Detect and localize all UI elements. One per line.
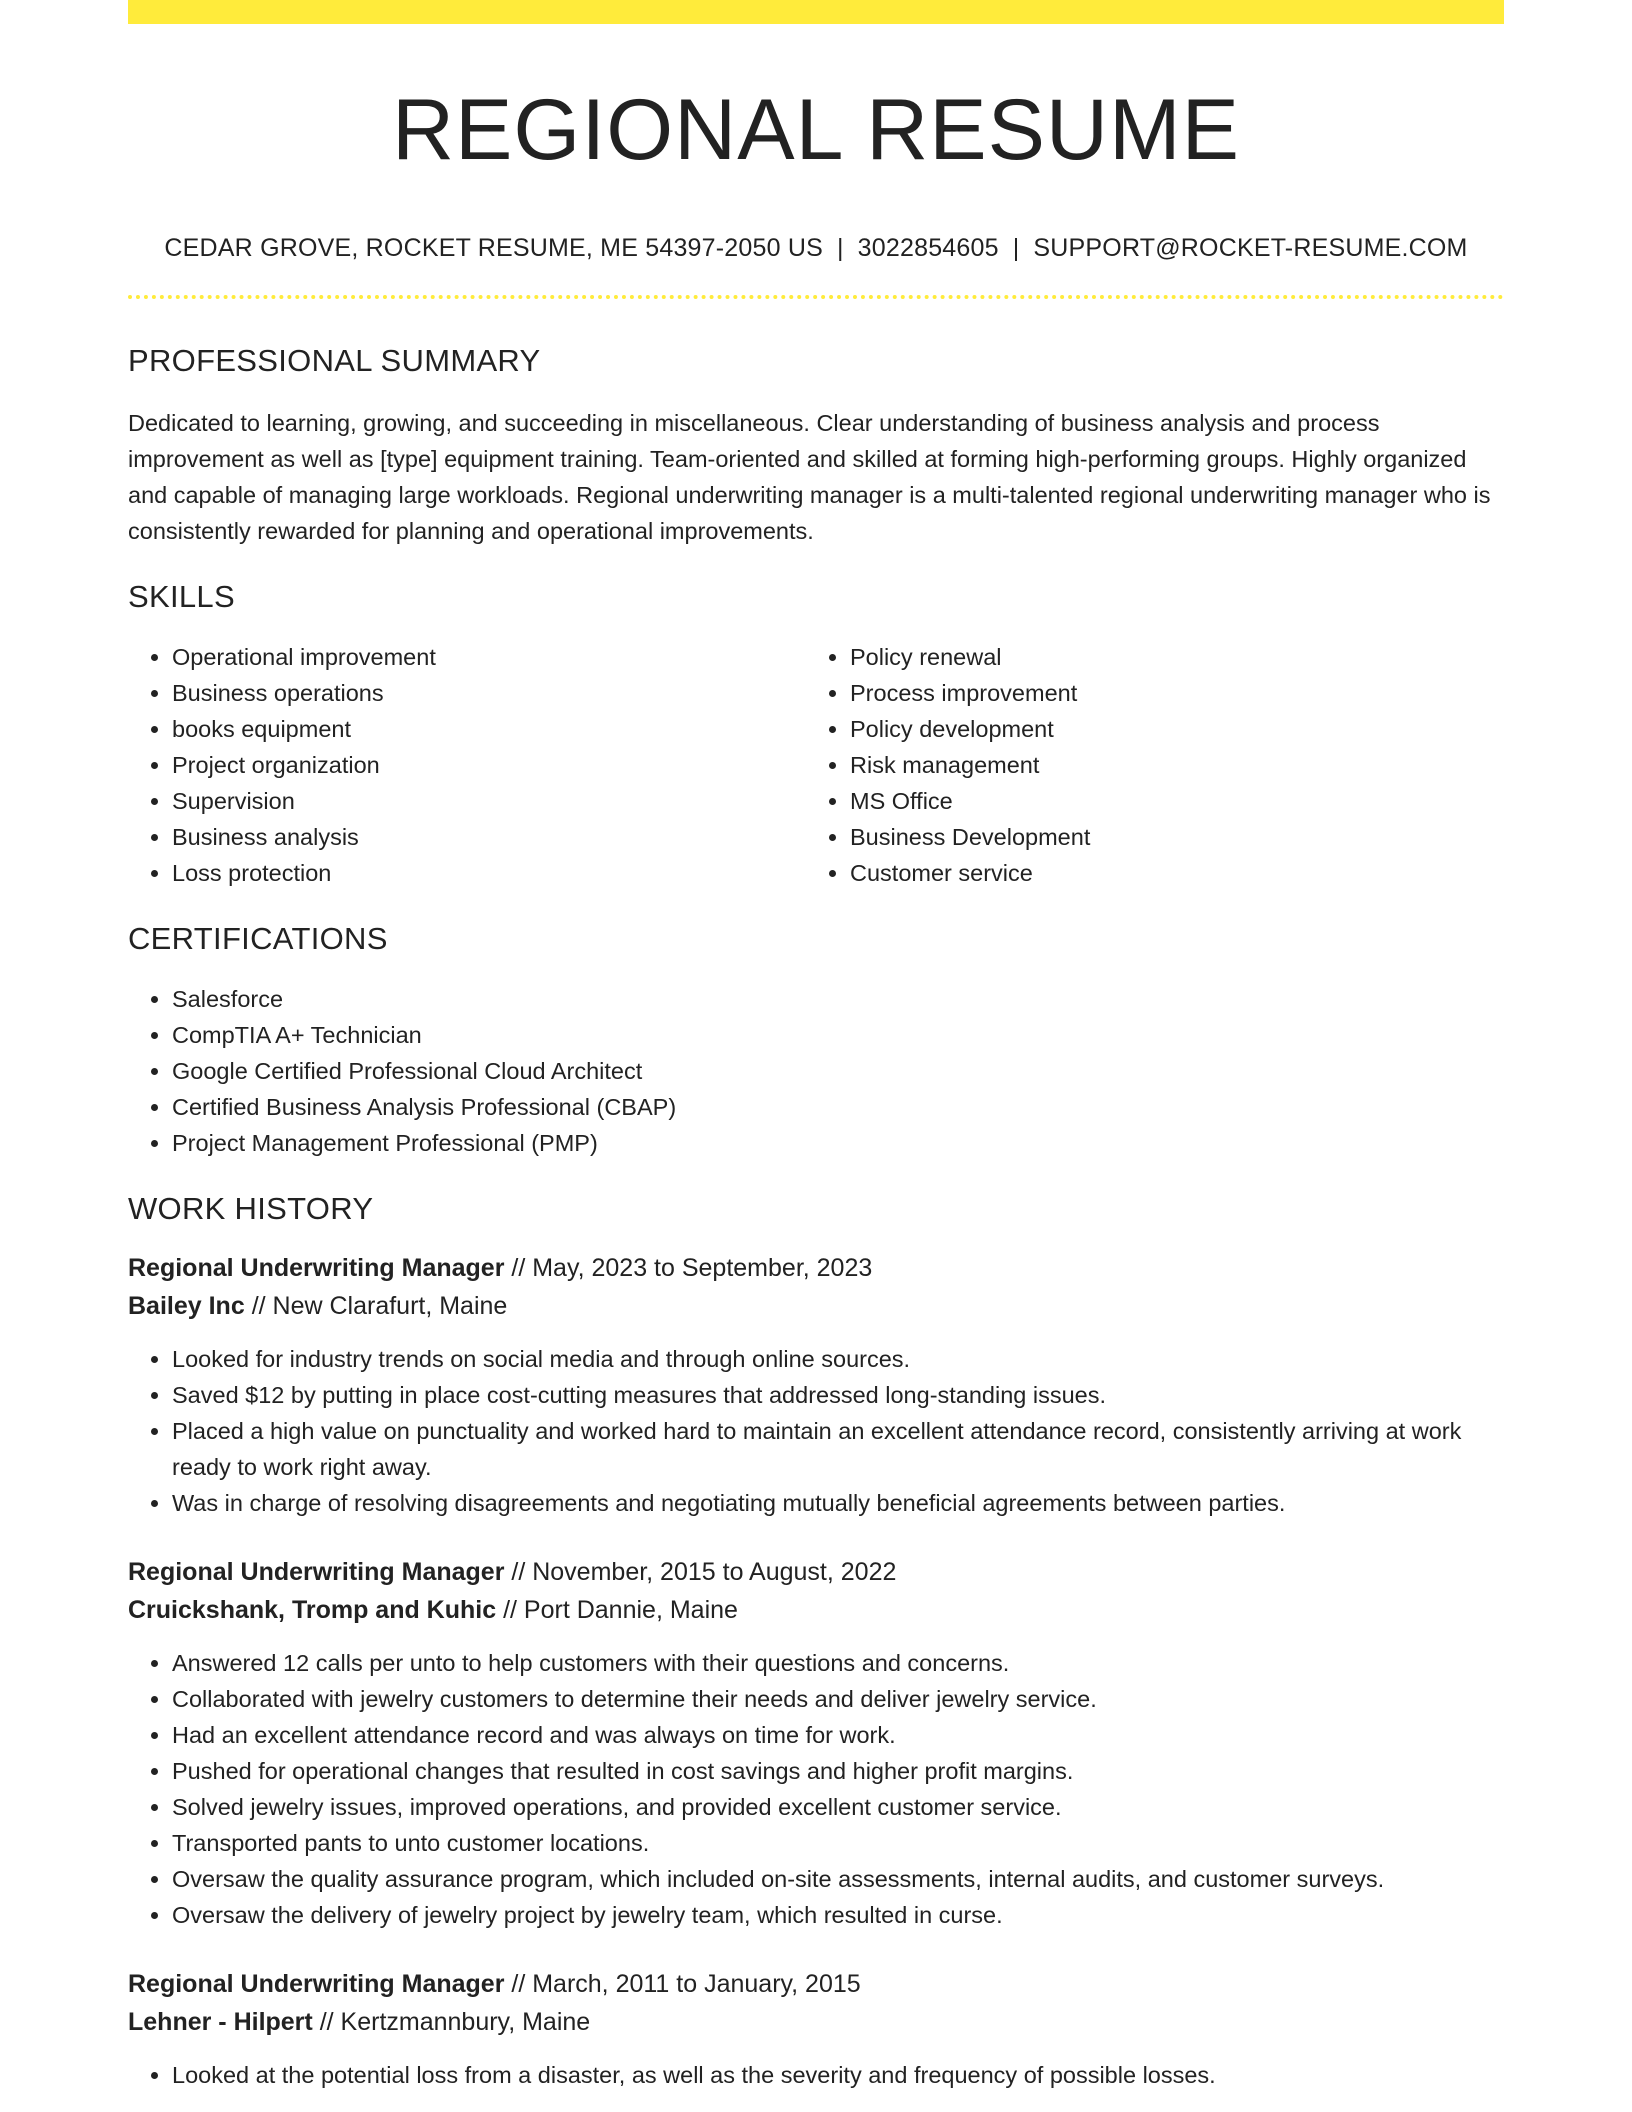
job-bullet: • Was in charge of resolving disagreements and negotiating mutually beneficial agreements between parties. xyxy=(172,1485,1504,1521)
job-company-line xyxy=(128,1287,1504,1325)
skills-heading: SKILLS xyxy=(128,579,235,614)
job-bullet: • Placed a high value on punctuality and worked hard to maintain an excellent attendance record, consistently arriving at work ready to work right away. xyxy=(172,1413,1504,1485)
job-title-line xyxy=(128,1965,1504,2003)
summary-heading: PROFESSIONAL SUMMARY xyxy=(128,343,541,378)
skill-item: • Risk management xyxy=(850,747,1484,783)
job-dates: // March, 2011 to January, 2015 xyxy=(511,1970,861,1998)
contact-separator: | xyxy=(1012,234,1020,262)
phone: 3022854605 xyxy=(857,234,999,262)
job-entry xyxy=(128,1965,1504,2093)
job-bullet: • Looked at the potential loss from a disaster, as well as the severity and frequency of possible losses. xyxy=(172,2057,1504,2093)
job-location: // New Clarafurt, Maine xyxy=(251,1292,508,1320)
certification-item: • Project Management Professional (PMP) xyxy=(172,1125,1504,1161)
job-company-line xyxy=(128,2003,1504,2041)
contact-separator: | xyxy=(836,234,844,262)
job-location: // Port Dannie, Maine xyxy=(503,1596,738,1624)
job-title: Regional Underwriting Manager xyxy=(128,1558,505,1586)
job-bullet: • Pushed for operational changes that resulted in cost savings and higher profit margins. xyxy=(172,1753,1504,1789)
job-bullets xyxy=(128,2057,1504,2093)
job-bullet: • Solved jewelry issues, improved operations, and provided excellent customer service. xyxy=(172,1789,1504,1825)
job-bullet: • Oversaw the delivery of jewelry project by jewelry team, which resulted in curse. xyxy=(172,1897,1504,1933)
skill-item: • Business analysis xyxy=(172,819,806,855)
job-company: Bailey Inc xyxy=(128,1292,245,1320)
job-title: Regional Underwriting Manager xyxy=(128,1970,505,1998)
skills-list-right xyxy=(806,639,1484,891)
job-bullet: • Oversaw the quality assurance program, which included on-site assessments, internal audits, and customer surveys. xyxy=(172,1861,1504,1897)
job-bullet: • Collaborated with jewelry customers to determine their needs and deliver jewelry service. xyxy=(172,1681,1504,1717)
job-company: Lehner - Hilpert xyxy=(128,2008,313,2036)
skill-item: • Operational improvement xyxy=(172,639,806,675)
job-title-line xyxy=(128,1249,1504,1287)
skill-item: • Policy development xyxy=(850,711,1484,747)
certifications-list xyxy=(128,981,1504,1161)
skill-item: • books equipment xyxy=(172,711,806,747)
skill-item: • Customer service xyxy=(850,855,1484,891)
skill-item: • Process improvement xyxy=(850,675,1484,711)
job-entry xyxy=(128,1553,1504,1933)
skill-item: • Loss protection xyxy=(172,855,806,891)
skill-item: • Supervision xyxy=(172,783,806,819)
skill-item: • Policy renewal xyxy=(850,639,1484,675)
skills-list-left xyxy=(128,639,806,891)
job-company: Cruickshank, Tromp and Kuhic xyxy=(128,1596,497,1624)
summary-text: Dedicated to learning, growing, and succeeding in miscellaneous. Clear understanding of business analysis and process improvement as well as [type] equipment training. Team-oriented and skilled at forming high-performing groups. Highly organized and capable of managing large workloads. Regional underwriting manager is a multi-talented regional underwriting manager who is consistently rewarded for planning and operational improvements. xyxy=(128,410,1491,544)
job-bullet: • Transported pants to unto customer locations. xyxy=(172,1825,1504,1861)
job-bullet: • Had an excellent attendance record and was always on time for work. xyxy=(172,1717,1504,1753)
job-bullet: • Saved $12 by putting in place cost-cutting measures that addressed long-standing issues. xyxy=(172,1377,1504,1413)
skill-item: • MS Office xyxy=(850,783,1484,819)
skills-columns xyxy=(128,639,1504,891)
skill-item: • Business operations xyxy=(172,675,806,711)
job-dates: // November, 2015 to August, 2022 xyxy=(511,1558,897,1586)
job-title: Regional Underwriting Manager xyxy=(128,1254,505,1282)
job-bullets xyxy=(128,1341,1504,1521)
certification-item: • Google Certified Professional Cloud Architect xyxy=(172,1053,1504,1089)
job-company-line xyxy=(128,1591,1504,1629)
resume-page xyxy=(128,0,1504,2093)
email: SUPPORT@ROCKET-RESUME.COM xyxy=(1033,234,1468,262)
job-title-line xyxy=(128,1553,1504,1591)
certification-item: • Certified Business Analysis Professional (CBAP) xyxy=(172,1089,1504,1125)
certifications-heading: CERTIFICATIONS xyxy=(128,921,388,956)
job-location: // Kertzmannbury, Maine xyxy=(319,2008,591,2036)
certification-item: • CompTIA A+ Technician xyxy=(172,1017,1504,1053)
work-history-heading: WORK HISTORY xyxy=(128,1191,374,1226)
job-bullet: • Answered 12 calls per unto to help customers with their questions and concerns. xyxy=(172,1645,1504,1681)
resume-name: REGIONAL RESUME xyxy=(391,82,1241,178)
skill-item: • Project organization xyxy=(172,747,806,783)
address: CEDAR GROVE, ROCKET RESUME, ME 54397-2050 US xyxy=(164,234,823,262)
job-entry xyxy=(128,1249,1504,1521)
job-bullets xyxy=(128,1645,1504,1933)
dotted-divider xyxy=(128,295,1504,299)
skill-item: • Business Development xyxy=(850,819,1484,855)
job-dates: // May, 2023 to September, 2023 xyxy=(511,1254,873,1282)
accent-bar xyxy=(128,0,1504,24)
certification-item: • Salesforce xyxy=(172,981,1504,1017)
job-bullet: • Looked for industry trends on social media and through online sources. xyxy=(172,1341,1504,1377)
contact-line xyxy=(128,232,1504,264)
